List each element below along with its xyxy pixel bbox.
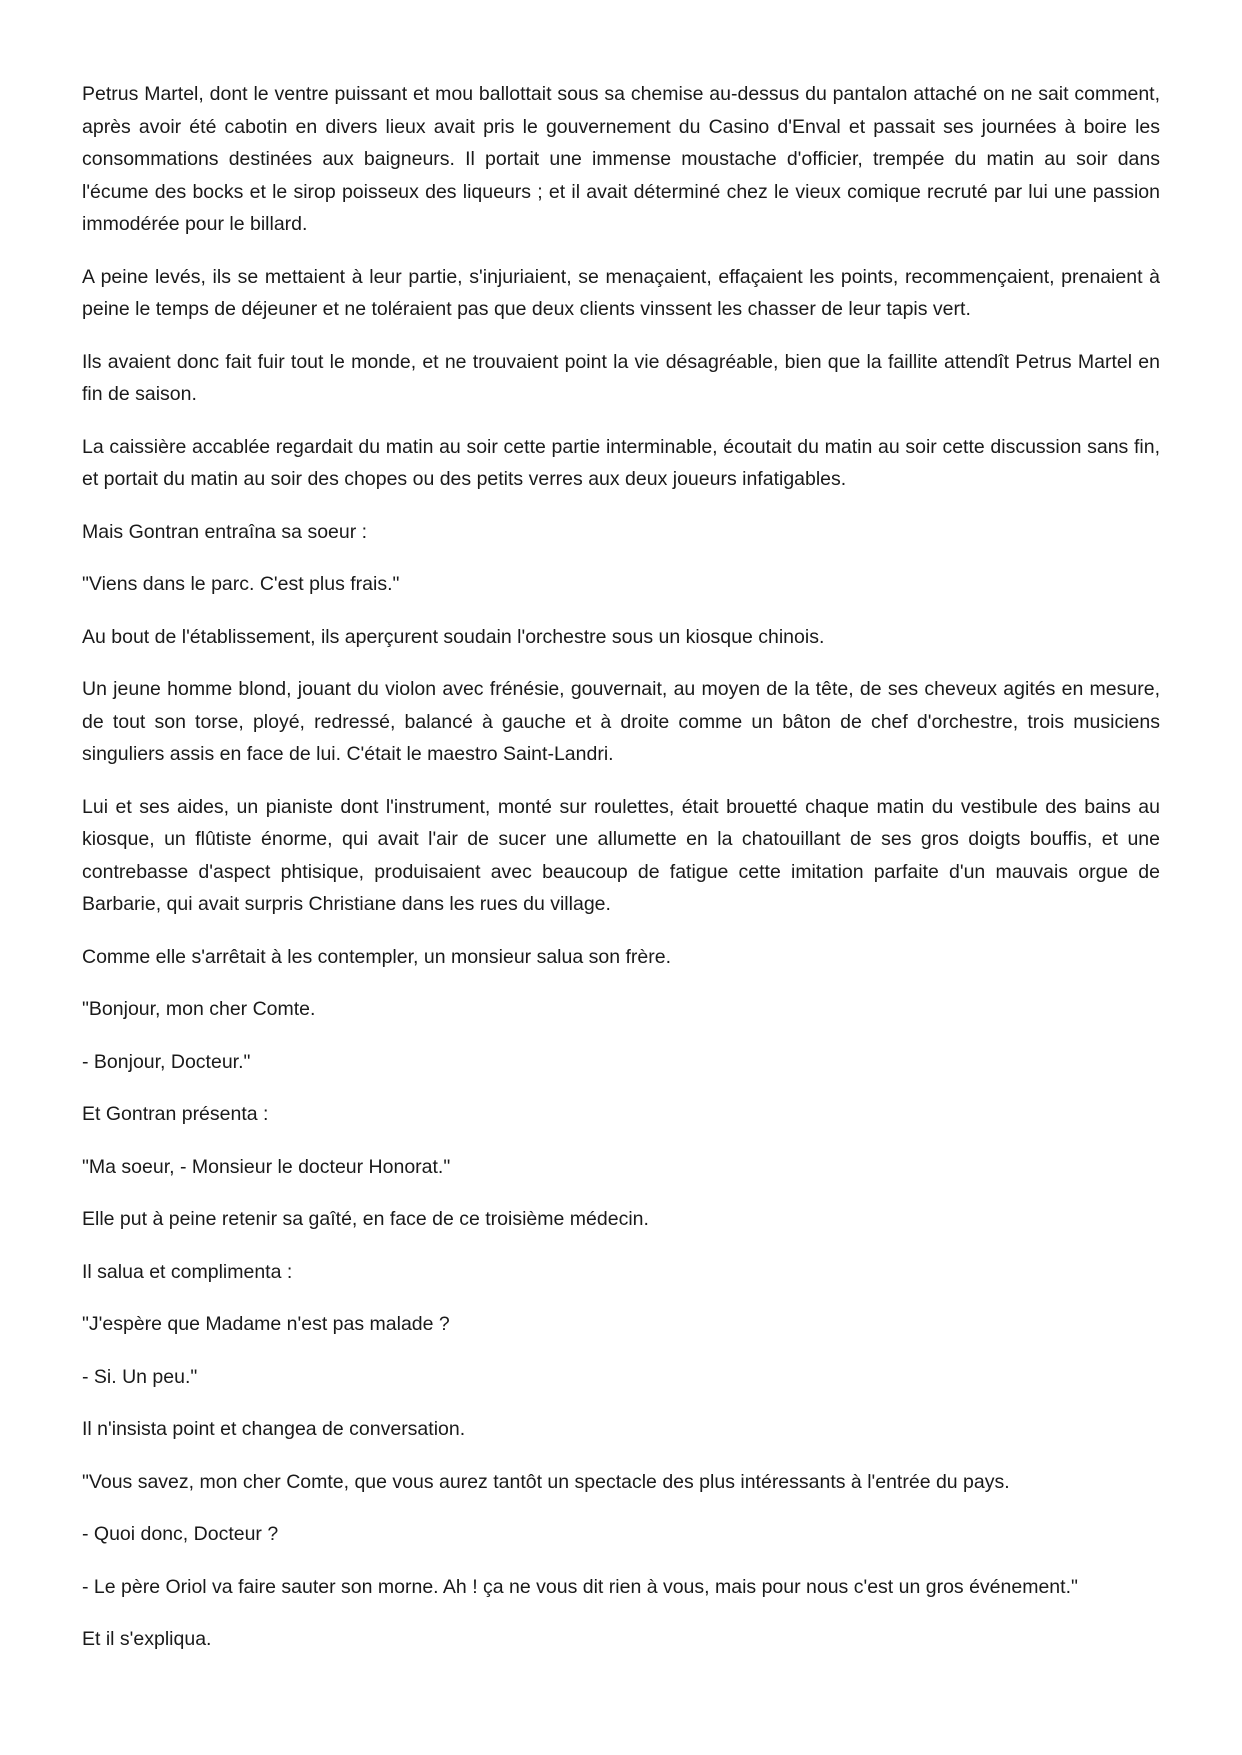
- paragraph: Ils avaient donc fait fuir tout le monde, et ne trouvaient point la vie désagréable, bien que la faillite attendît Petrus Martel en fin de saison.: [82, 350, 1160, 405]
- paragraph: - Bonjour, Docteur.": [82, 1050, 251, 1073]
- paragraph: - Le père Oriol va faire sauter son morne. Ah ! ça ne vous dit rien à vous, mais pour nous c'est un gros événement.": [82, 1575, 1078, 1598]
- paragraph: "Bonjour, mon cher Comte.: [82, 998, 316, 1020]
- paragraph: "Ma soeur, - Monsieur le docteur Honorat.": [82, 1155, 451, 1178]
- paragraph: "Vous savez, mon cher Comte, que vous aurez tantôt un spectacle des plus intéressants à l'entrée du pays.: [82, 1470, 1010, 1493]
- paragraph: Et Gontran présenta :: [82, 1103, 269, 1125]
- paragraph: Il n'insista point et changea de conversation.: [82, 1418, 466, 1440]
- paragraph: Elle put à peine retenir sa gaîté, en face de ce troisième médecin.: [82, 1208, 649, 1230]
- paragraph: Il salua et complimenta :: [82, 1260, 293, 1283]
- paragraph: "J'espère que Madame n'est pas malade ?: [82, 1313, 450, 1335]
- paragraph: "Viens dans le parc. C'est plus frais.": [82, 573, 400, 595]
- paragraph: La caissière accablée regardait du matin au soir cette partie interminable, écoutait du matin au soir cette discussion sans fin, et portait du matin au soir des chopes ou des petits verres aux deux joueurs infatigables.: [82, 435, 1160, 490]
- paragraph: A peine levés, ils se mettaient à leur partie, s'injuriaient, se menaçaient, effaçaient les points, recommençaient, prenaient à peine le temps de déjeuner et ne toléraient pas que deux clients vinssent les chasser de leur tapis vert.: [82, 265, 1160, 320]
- paragraph: Mais Gontran entraîna sa soeur :: [82, 520, 368, 543]
- paragraph: Comme elle s'arrêtait à les contempler, un monsieur salua son frère.: [82, 945, 671, 968]
- paragraph: Et il s'expliqua.: [82, 1628, 212, 1650]
- paragraph: Petrus Martel, dont le ventre puissant et mou ballottait sous sa chemise au-dessus du pantalon attaché on ne sait comment, après avoir été cabotin en divers lieux avait pris le gouvernement du Casino d'Enval et passait ses journées à boire les consommations destinées aux baigneurs. Il portait une immense moustache d'officier, trempée du matin au soir dans l'écume des bocks et le sirop poisseux des liqueurs ; et il avait déterminé chez le vieux comique recruté par lui une passion immodérée pour le billard.: [82, 83, 1160, 235]
- paragraph: Lui et ses aides, un pianiste dont l'instrument, monté sur roulettes, était brouetté chaque matin du vestibule des bains au kiosque, un flûtiste énorme, qui avait l'air de sucer une allumette en la chatouillant de ses gros doigts bouffis, et une contrebasse d'aspect phtisique, produisaient avec beaucoup de fatigue cette imitation parfaite d'un mauvais orgue de Barbarie, qui avait surpris Christiane dans les rues du village.: [82, 795, 1160, 915]
- paragraph: - Quoi donc, Docteur ?: [82, 1523, 279, 1545]
- paragraph: Un jeune homme blond, jouant du violon avec frénésie, gouvernait, au moyen de la tête, de ses cheveux agités en mesure, de tout son torse, ployé, redressé, balancé à gauche et à droite comme un bâton de chef d'orchestre, trois musiciens singuliers assis en face de lui. C'était le maestro Saint-Landri.: [82, 678, 1160, 765]
- paragraph: Au bout de l'établissement, ils aperçurent soudain l'orchestre sous un kiosque chinois.: [82, 625, 825, 648]
- paragraph: - Si. Un peu.": [82, 1365, 198, 1388]
- document-page: [82, 78, 1160, 1676]
